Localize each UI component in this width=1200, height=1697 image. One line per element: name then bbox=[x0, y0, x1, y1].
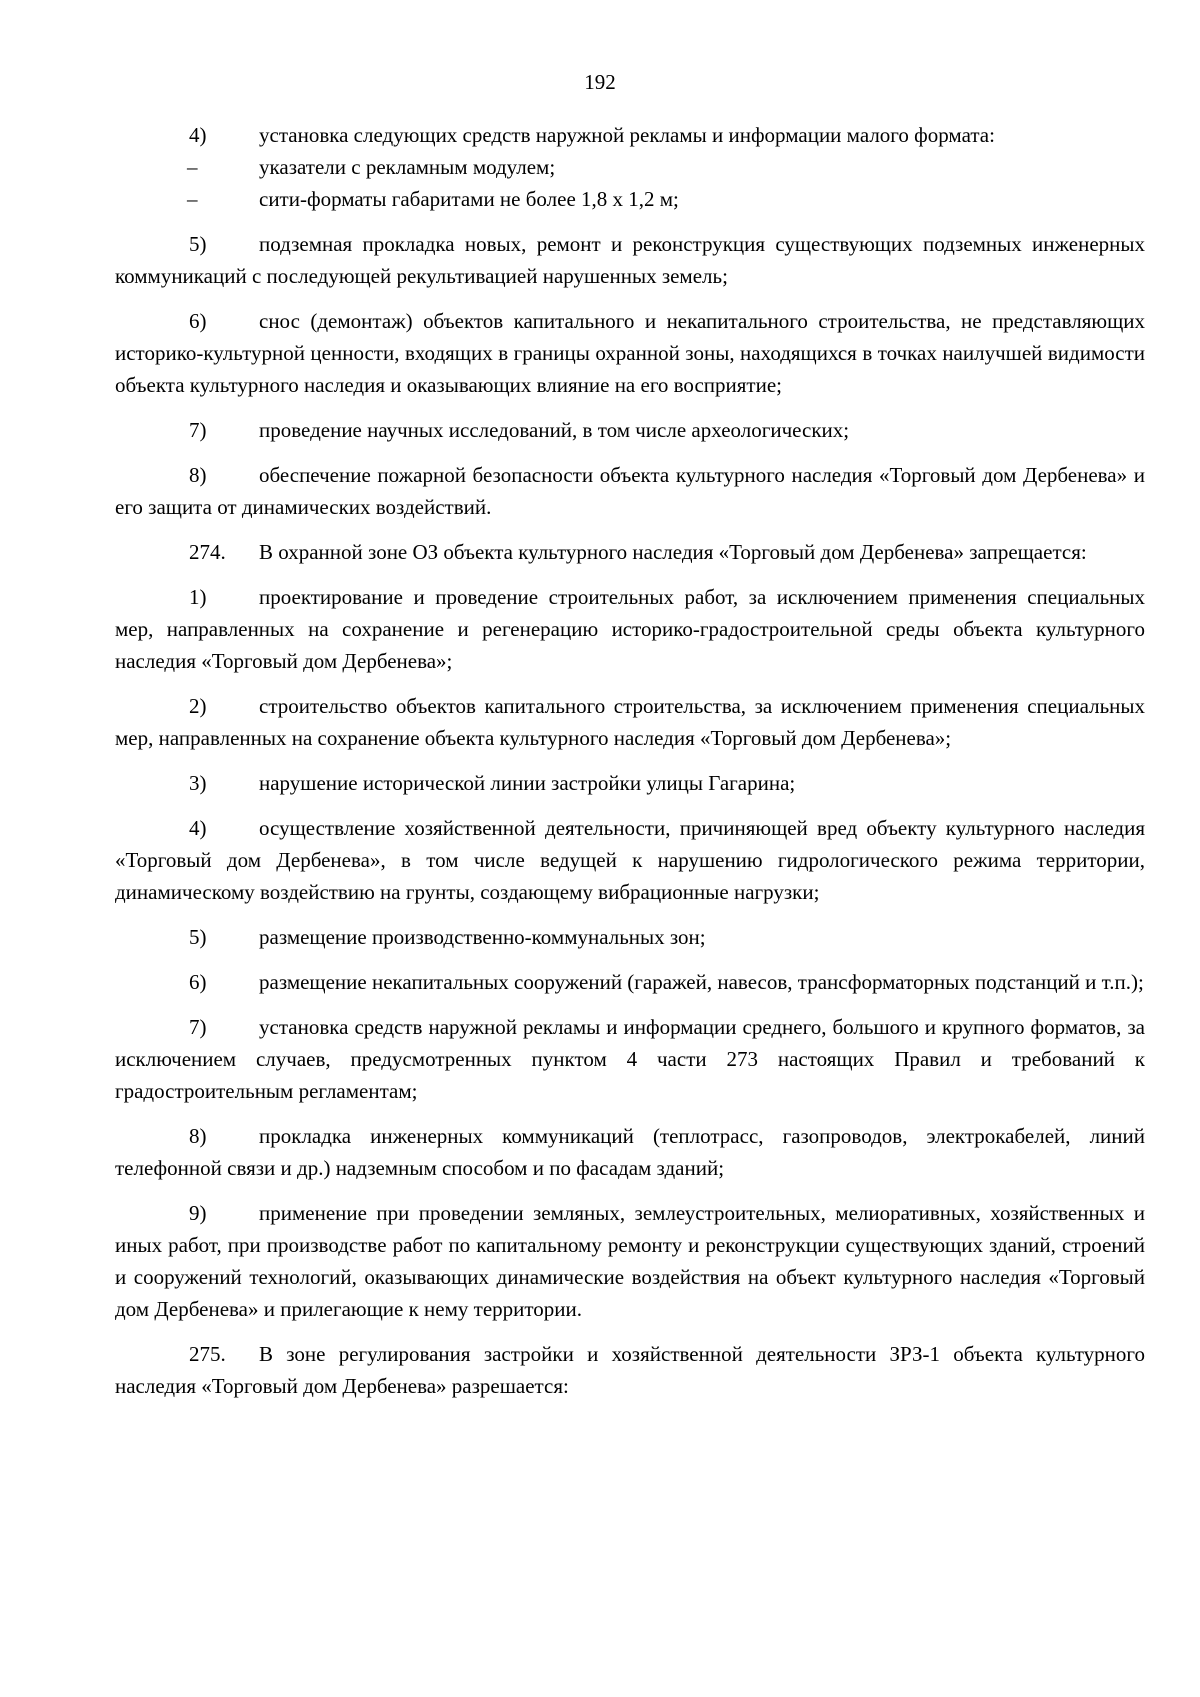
item-marker: – bbox=[187, 155, 198, 179]
list-item bbox=[115, 581, 1145, 677]
item-text: обеспечение пожарной безопасности объекта культурного наследия «Торговый дом Дербенева» и его защита от динамических воздействий. bbox=[115, 463, 1145, 519]
item-text: строительство объектов капитального строительства, за исключением применения специальных мер, направленных на сохранение объекта культурного наследия «Торговый дом Дербенева»; bbox=[115, 694, 1145, 750]
item-text: размещение некапитальных сооружений (гаражей, навесов, трансформаторных подстанций и т.п.); bbox=[259, 970, 1144, 994]
section-text: В охранной зоне ОЗ объекта культурного наследия «Торговый дом Дербенева» запрещается: bbox=[259, 540, 1087, 564]
page-number: 192 bbox=[584, 70, 616, 94]
item-text: указатели с рекламным модулем; bbox=[259, 155, 556, 179]
item-text: нарушение исторической линии застройки улицы Гагарина; bbox=[259, 771, 796, 795]
item-text: проектирование и проведение строительных работ, за исключением применения специальных мер, направленных на сохранение и регенерацию историко-градостроительной среды объекта культурного наследия «Торговый дом Дербенева»; bbox=[115, 585, 1145, 673]
item-text: установка средств наружной рекламы и информации среднего, большого и крупного форматов, за исключением случаев, предусмотренных пунктом 4 части 273 настоящих Правил и требований к градостроительным регламентам; bbox=[115, 1015, 1145, 1103]
section-paragraph bbox=[115, 536, 1145, 568]
item-marker: 7) bbox=[189, 418, 207, 442]
item-text: проведение научных исследований, в том числе археологических; bbox=[259, 418, 850, 442]
item-text: сити-форматы габаритами не более 1,8 х 1,2 м; bbox=[259, 187, 679, 211]
document-body bbox=[115, 119, 1145, 1415]
list-item bbox=[115, 690, 1145, 754]
list-item bbox=[115, 459, 1145, 523]
list-item bbox=[115, 1197, 1145, 1325]
item-marker: 5) bbox=[189, 232, 207, 256]
item-text: осуществление хозяйственной деятельности, причиняющей вред объекту культурного наследия «Торговый дом Дербенева», в том числе ведущей к нарушению гидрологического режима территории, динамическому воздействию на грунты, создающему вибрационные нагрузки; bbox=[115, 816, 1145, 904]
list-item bbox=[115, 414, 1145, 446]
item-text: установка следующих средств наружной рекламы и информации малого формата: bbox=[259, 123, 995, 147]
item-marker: 4) bbox=[189, 816, 207, 840]
list-item bbox=[115, 921, 1145, 953]
item-text: снос (демонтаж) объектов капитального и некапитального строительства, не представляющих историко-культурной ценности, входящих в границы охранной зоны, находящихся в точках наилучшей видимости объекта культурного наследия и оказывающих влияние на его восприятие; bbox=[115, 309, 1145, 397]
item-marker: 9) bbox=[189, 1201, 207, 1225]
list-item bbox=[115, 1120, 1145, 1184]
item-text: размещение производственно-коммунальных зон; bbox=[259, 925, 706, 949]
item-text: прокладка инженерных коммуникаций (теплотрасс, газопроводов, электрокабелей, линий телефонной связи и др.) надземным способом и по фасадам зданий; bbox=[115, 1124, 1145, 1180]
item-marker: – bbox=[187, 187, 198, 211]
item-marker: 6) bbox=[189, 309, 207, 333]
list-item bbox=[115, 1011, 1145, 1107]
item-text: применение при проведении земляных, землеустроительных, мелиоративных, хозяйственных и иных работ, при производстве работ по капитальному ремонту и реконструкции существующих зданий, строений и сооружений технологий, оказывающих динамические воздействия на объект культурного наследия «Торговый дом Дербенева» и прилегающие к нему территории. bbox=[115, 1201, 1145, 1321]
list-item bbox=[115, 151, 1145, 183]
section-number: 274. bbox=[189, 540, 226, 564]
item-text: подземная прокладка новых, ремонт и реконструкция существующих подземных инженерных коммуникаций с последующей рекультивацией нарушенных земель; bbox=[115, 232, 1145, 288]
item-marker: 8) bbox=[189, 1124, 207, 1148]
item-marker: 8) bbox=[189, 463, 207, 487]
list-item bbox=[115, 966, 1145, 998]
list-item bbox=[115, 305, 1145, 401]
list-item bbox=[115, 119, 1145, 151]
item-marker: 5) bbox=[189, 925, 207, 949]
item-marker: 4) bbox=[189, 123, 207, 147]
dash-list bbox=[115, 151, 1145, 215]
section-paragraph bbox=[115, 1338, 1145, 1402]
item-marker: 2) bbox=[189, 694, 207, 718]
item-marker: 6) bbox=[189, 970, 207, 994]
item-marker: 1) bbox=[189, 585, 207, 609]
list-item bbox=[115, 767, 1145, 799]
section-text: В зоне регулирования застройки и хозяйственной деятельности ЗРЗ-1 объекта культурного наследия «Торговый дом Дербенева» разрешается: bbox=[115, 1342, 1145, 1398]
item-marker: 7) bbox=[189, 1015, 207, 1039]
item-marker: 3) bbox=[189, 771, 207, 795]
list-item bbox=[115, 812, 1145, 908]
list-item bbox=[115, 228, 1145, 292]
list-item bbox=[115, 183, 1145, 215]
section-number: 275. bbox=[189, 1342, 226, 1366]
